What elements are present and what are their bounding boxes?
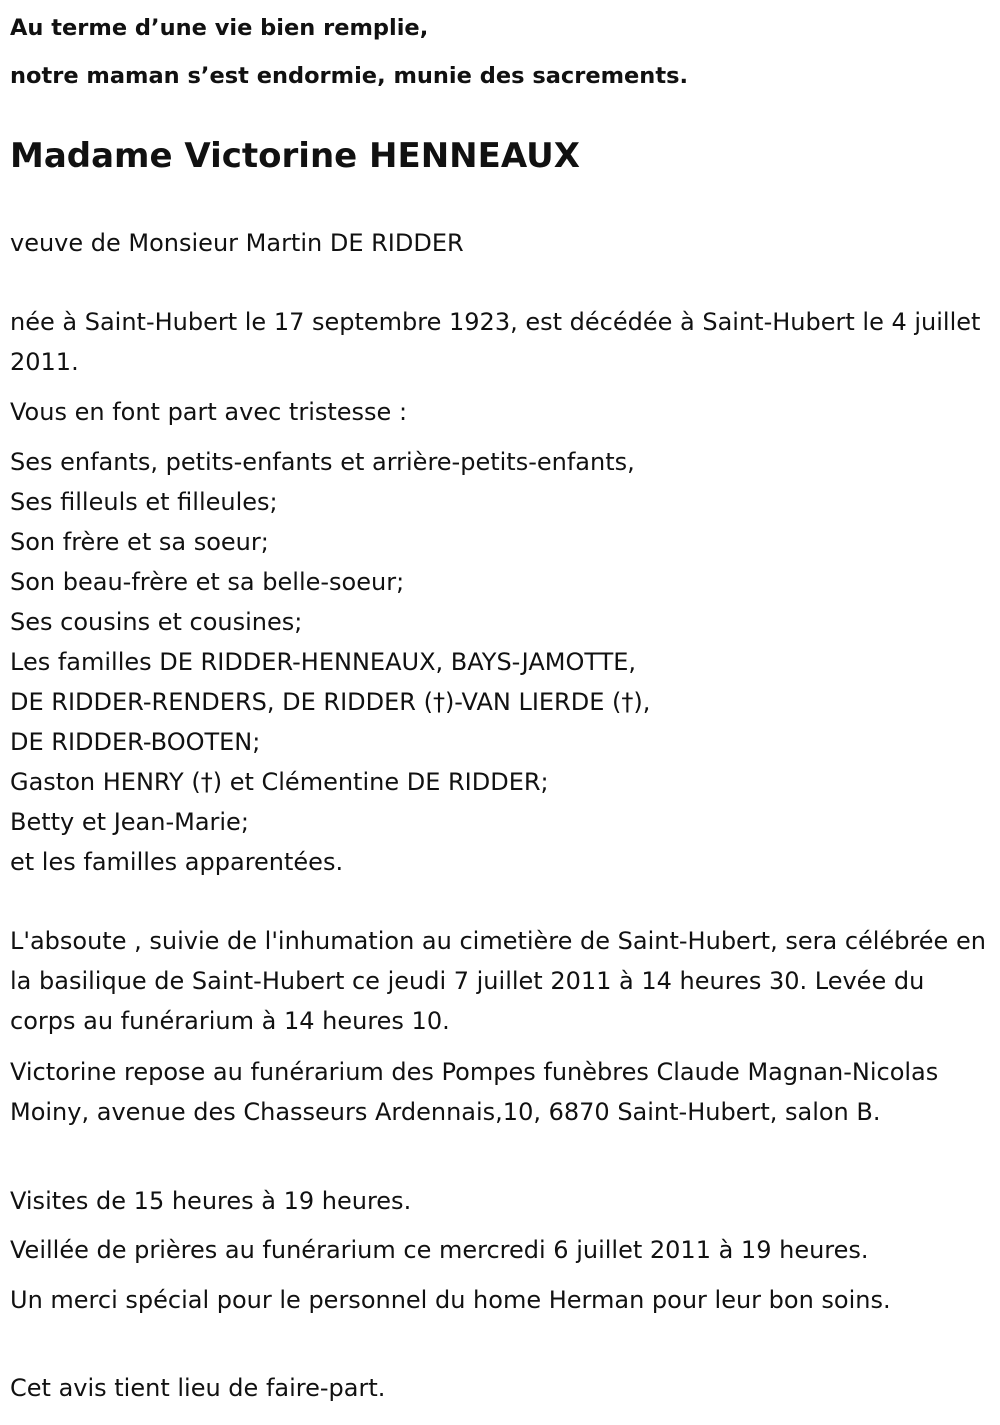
family-line: Gaston HENRY (†) et Clémentine DE RIDDER; xyxy=(10,768,549,796)
visits-line: Visites de 15 heures à 19 heures. xyxy=(10,1187,412,1215)
family-line: DE RIDDER-RENDERS, DE RIDDER (†)-VAN LIERDE (†), xyxy=(10,688,651,716)
family-line: Son beau-frère et sa belle-soeur; xyxy=(10,568,405,596)
family-line: Ses cousins et cousines; xyxy=(10,608,303,636)
family-line: Son frère et sa soeur; xyxy=(10,528,269,556)
thanks-paragraph: Un merci spécial pour le personnel du home Herman pour leur bon soins. xyxy=(10,1286,891,1314)
family-line: et les familles apparentées. xyxy=(10,848,344,876)
family-line: Betty et Jean-Marie; xyxy=(10,808,249,836)
family-line: DE RIDDER-BOOTEN; xyxy=(10,728,261,756)
family-line: Ses enfants, petits-enfants et arrière-petits-enfants, xyxy=(10,448,635,476)
ceremony-paragraph: L'absoute , suivie de l'inhumation au cimetière de Saint-Hubert, sera célébrée en la basilique de Saint-Hubert ce jeudi 7 juillet 2011 à 14 heures 30. Levée du corps au funérarium à 14 heures 10. xyxy=(10,927,986,1035)
closing-line: Cet avis tient lieu de faire-part. xyxy=(10,1374,386,1402)
rest-place-paragraph: Victorine repose au funérarium des Pompes funèbres Claude Magnan-Nicolas Moiny, avenue des Chasseurs Ardennais,10, 6870 Saint-Hubert, salon B. xyxy=(10,1058,939,1126)
birth-death-paragraph: née à Saint-Hubert le 17 septembre 1923, est décédée à Saint-Hubert le 4 juillet 2011. xyxy=(10,308,981,376)
announcement-line: Vous en font part avec tristesse : xyxy=(10,398,408,426)
spouse-line: veuve de Monsieur Martin DE RIDDER xyxy=(10,229,464,257)
intro-line-2: notre maman s’est endormie, munie des sacrements. xyxy=(10,63,689,89)
deceased-name: Madame Victorine HENNEAUX xyxy=(10,136,580,176)
intro-line-1: Au terme d’une vie bien remplie, xyxy=(10,15,429,41)
family-line: Ses filleuls et filleules; xyxy=(10,488,278,516)
vigil-line: Veillée de prières au funérarium ce mercredi 6 juillet 2011 à 19 heures. xyxy=(10,1236,869,1264)
family-line: Les familles DE RIDDER-HENNEAUX, BAYS-JAMOTTE, xyxy=(10,648,637,676)
